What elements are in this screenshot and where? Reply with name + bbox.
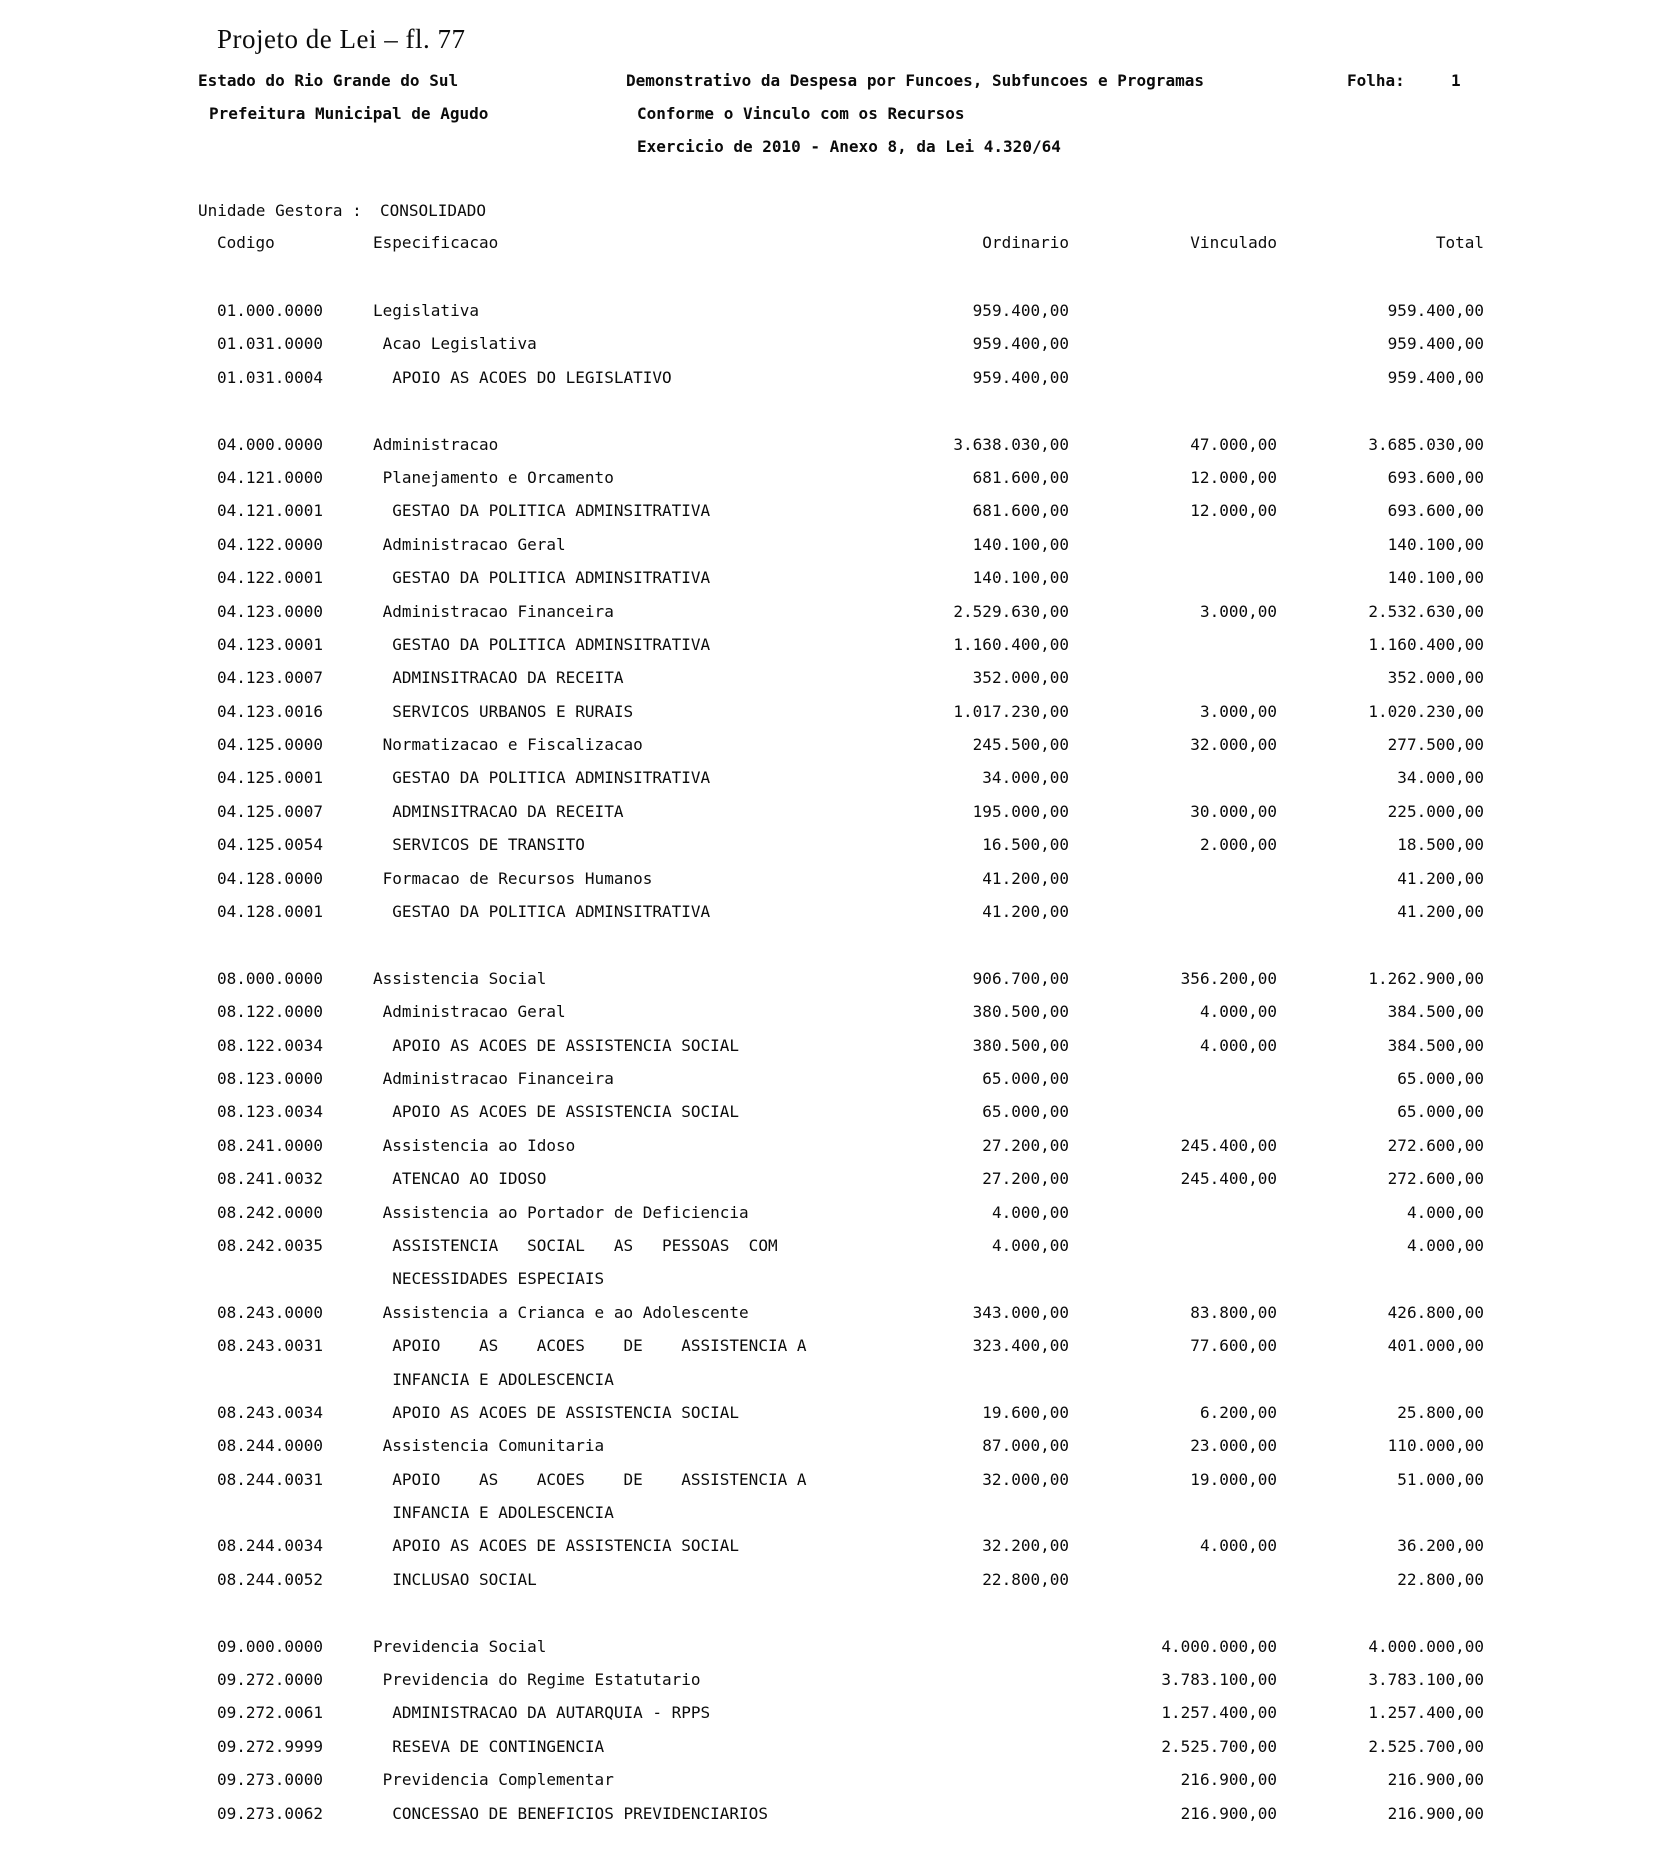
vinculado-cell: 6.200,00 <box>1199 1402 1277 1422</box>
table-row <box>0 1095 1653 1128</box>
total-cell: 4.000,00 <box>1406 1202 1484 1222</box>
spec-cell: SERVICOS URBANOS E RURAIS <box>373 701 634 721</box>
vinculado-cell: 356.200,00 <box>1180 968 1277 988</box>
vinculado-cell: 2.000,00 <box>1199 835 1277 855</box>
table-row <box>0 1429 1653 1462</box>
table-row <box>0 728 1653 761</box>
ordinario-cell: 22.800,00 <box>982 1569 1069 1589</box>
total-cell: 272.600,00 <box>1387 1169 1484 1189</box>
ordinario-cell: 959.400,00 <box>972 301 1069 320</box>
code-cell: 04.128.0001 <box>217 902 323 922</box>
table-row <box>0 494 1653 527</box>
spec-cell: APOIO AS ACOES DE ASSISTENCIA SOCIAL <box>373 1035 740 1055</box>
page-title: Projeto de Lei – fl. 77 <box>217 24 466 54</box>
code-cell: 04.122.0000 <box>217 534 323 554</box>
ordinario-cell: 4.000,00 <box>991 1235 1069 1255</box>
table-row <box>0 327 1653 360</box>
table-body <box>0 294 1653 1830</box>
spec-cell: Legislativa <box>373 301 479 320</box>
spec-cell: GESTAO DA POLITICA ADMINSITRATIVA <box>373 634 711 654</box>
total-cell: 25.800,00 <box>1397 1402 1484 1422</box>
spec-cell: GESTAO DA POLITICA ADMINSITRATIVA <box>373 902 711 922</box>
total-cell: 2.525.700,00 <box>1368 1736 1484 1756</box>
vinculado-cell: 32.000,00 <box>1190 735 1277 755</box>
vinculado-cell: 4.000.000,00 <box>1161 1636 1277 1656</box>
code-cell: 04.121.0000 <box>217 467 323 487</box>
code-cell: 08.241.0032 <box>217 1169 323 1189</box>
vinculado-cell: 245.400,00 <box>1180 1135 1277 1155</box>
code-cell: 04.123.0016 <box>217 701 323 721</box>
table-row-separator <box>0 1596 1653 1629</box>
spec-cell: Formacao de Recursos Humanos <box>373 868 653 888</box>
spec-cell: ADMINSITRACAO DA RECEITA <box>373 801 624 821</box>
code-cell: 08.244.0052 <box>217 1569 323 1589</box>
report-exercise-line: Exercicio de 2010 - Anexo 8, da Lei 4.320/64 <box>637 137 1061 156</box>
unidade-gestora-label: Unidade Gestora : <box>198 201 362 220</box>
vinculado-cell: 2.525.700,00 <box>1161 1736 1277 1756</box>
ordinario-cell: 380.500,00 <box>972 1035 1069 1055</box>
code-cell: 09.000.0000 <box>217 1636 323 1656</box>
vinculado-cell: 19.000,00 <box>1190 1469 1277 1489</box>
code-cell: 09.273.0000 <box>217 1770 323 1790</box>
spec-cell: GESTAO DA POLITICA ADMINSITRATIVA <box>373 501 711 521</box>
spec-cell: Normatizacao e Fiscalizacao <box>373 735 643 755</box>
total-cell: 277.500,00 <box>1387 735 1484 755</box>
code-cell: 08.122.0034 <box>217 1035 323 1055</box>
table-row <box>0 995 1653 1028</box>
total-cell: 110.000,00 <box>1387 1436 1484 1456</box>
code-cell: 09.273.0062 <box>217 1803 323 1823</box>
vinculado-cell: 12.000,00 <box>1190 467 1277 487</box>
table-row <box>0 1329 1653 1362</box>
code-cell: 09.272.0000 <box>217 1670 323 1690</box>
code-cell: 04.123.0000 <box>217 601 323 621</box>
ordinario-cell: 41.200,00 <box>982 868 1069 888</box>
spec-cell: ADMINSITRACAO DA RECEITA <box>373 668 624 688</box>
table-row <box>0 428 1653 461</box>
ordinario-cell: 959.400,00 <box>972 367 1069 387</box>
ordinario-cell: 323.400,00 <box>972 1336 1069 1356</box>
spec-cell: Assistencia a Crianca e ao Adolescente <box>373 1302 749 1322</box>
vinculado-cell: 23.000,00 <box>1190 1436 1277 1456</box>
vinculado-cell: 12.000,00 <box>1190 501 1277 521</box>
total-cell: 4.000,00 <box>1406 1235 1484 1255</box>
ordinario-cell: 3.638.030,00 <box>953 434 1069 454</box>
table-row-separator <box>0 394 1653 427</box>
code-cell: 04.123.0001 <box>217 634 323 654</box>
table-row <box>0 1029 1653 1062</box>
total-cell: 51.000,00 <box>1397 1469 1484 1489</box>
vinculado-cell: 3.783.100,00 <box>1161 1670 1277 1690</box>
spec-cell: Previdencia do Regime Estatutario <box>373 1670 701 1690</box>
total-cell: 34.000,00 <box>1397 768 1484 788</box>
table-row-continuation <box>0 1262 1653 1295</box>
table-row <box>0 528 1653 561</box>
table-row <box>0 828 1653 861</box>
table-row <box>0 895 1653 928</box>
code-cell: 04.000.0000 <box>217 434 323 454</box>
ordinario-cell: 32.000,00 <box>982 1469 1069 1489</box>
spec-cell: ADMINISTRACAO DA AUTARQUIA - RPPS <box>373 1703 711 1723</box>
code-cell: 08.243.0034 <box>217 1402 323 1422</box>
spec-continuation-cell: NECESSIDADES ESPECIAIS <box>373 1269 605 1289</box>
table-row <box>0 1196 1653 1229</box>
ordinario-cell: 343.000,00 <box>972 1302 1069 1322</box>
code-cell: 08.000.0000 <box>217 968 323 988</box>
total-cell: 216.900,00 <box>1387 1770 1484 1790</box>
table-row <box>0 695 1653 728</box>
code-cell: 04.123.0007 <box>217 668 323 688</box>
spec-cell: Previdencia Complementar <box>373 1770 614 1790</box>
table-row <box>0 1730 1653 1763</box>
code-cell: 04.125.0001 <box>217 768 323 788</box>
table-row <box>0 1696 1653 1729</box>
spec-continuation-cell: INFANCIA E ADOLESCENCIA <box>373 1503 614 1523</box>
table-row <box>0 361 1653 394</box>
ordinario-cell: 27.200,00 <box>982 1135 1069 1155</box>
code-cell: 08.244.0000 <box>217 1436 323 1456</box>
total-cell: 693.600,00 <box>1387 467 1484 487</box>
total-cell: 22.800,00 <box>1397 1569 1484 1589</box>
total-cell: 693.600,00 <box>1387 501 1484 521</box>
total-cell: 272.600,00 <box>1387 1135 1484 1155</box>
spec-cell: APOIO AS ACOES DO LEGISLATIVO <box>373 367 672 387</box>
ordinario-cell: 41.200,00 <box>982 902 1069 922</box>
table-row <box>0 294 1653 327</box>
total-cell: 1.160.400,00 <box>1368 634 1484 654</box>
spec-cell: GESTAO DA POLITICA ADMINSITRATIVA <box>373 768 711 788</box>
vinculado-cell: 1.257.400,00 <box>1161 1703 1277 1723</box>
table-row <box>0 561 1653 594</box>
total-cell: 4.000.000,00 <box>1368 1636 1484 1656</box>
total-cell: 426.800,00 <box>1387 1302 1484 1322</box>
spec-cell: Assistencia Social <box>373 968 547 988</box>
ordinario-cell: 65.000,00 <box>982 1102 1069 1122</box>
spec-cell: APOIO AS ACOES DE ASSISTENCIA A <box>373 1469 807 1489</box>
column-header-vinculado: Vinculado <box>1190 233 1277 252</box>
vinculado-cell: 3.000,00 <box>1199 601 1277 621</box>
table-row <box>0 962 1653 995</box>
vinculado-cell: 4.000,00 <box>1199 1536 1277 1556</box>
spec-cell: Previdencia Social <box>373 1636 547 1656</box>
report-title-line: Demonstrativo da Despesa por Funcoes, Subfuncoes e Programas <box>626 71 1204 90</box>
spec-cell: Planejamento e Orcamento <box>373 467 614 487</box>
total-cell: 140.100,00 <box>1387 534 1484 554</box>
total-cell: 216.900,00 <box>1387 1803 1484 1823</box>
ordinario-cell: 16.500,00 <box>982 835 1069 855</box>
spec-cell: Administracao Geral <box>373 1002 566 1022</box>
code-cell: 01.031.0000 <box>217 334 323 354</box>
ordinario-cell: 34.000,00 <box>982 768 1069 788</box>
folha-value: 1 <box>1451 71 1461 90</box>
total-cell: 1.262.900,00 <box>1368 968 1484 988</box>
table-row-separator <box>0 928 1653 961</box>
spec-cell: ATENCAO AO IDOSO <box>373 1169 547 1189</box>
spec-cell: APOIO AS ACOES DE ASSISTENCIA A <box>373 1336 807 1356</box>
code-cell: 04.128.0000 <box>217 868 323 888</box>
folha-label: Folha: <box>1347 71 1405 90</box>
table-row <box>0 1797 1653 1830</box>
ordinario-cell: 4.000,00 <box>991 1202 1069 1222</box>
vinculado-cell: 3.000,00 <box>1199 701 1277 721</box>
total-cell: 352.000,00 <box>1387 668 1484 688</box>
ordinario-cell: 681.600,00 <box>972 501 1069 521</box>
table-row-continuation <box>0 1363 1653 1396</box>
total-cell: 1.020.230,00 <box>1368 701 1484 721</box>
ordinario-cell: 352.000,00 <box>972 668 1069 688</box>
code-cell: 01.000.0000 <box>217 301 323 320</box>
header-municipality-name: Prefeitura Municipal de Agudo <box>209 104 489 123</box>
ordinario-cell: 1.160.400,00 <box>953 634 1069 654</box>
spec-cell: APOIO AS ACOES DE ASSISTENCIA SOCIAL <box>373 1102 740 1122</box>
code-cell: 09.272.0061 <box>217 1703 323 1723</box>
code-cell: 08.122.0000 <box>217 1002 323 1022</box>
total-cell: 384.500,00 <box>1387 1035 1484 1055</box>
table-row <box>0 628 1653 661</box>
unidade-gestora-value: CONSOLIDADO <box>380 201 486 220</box>
spec-cell: GESTAO DA POLITICA ADMINSITRATIVA <box>373 568 711 588</box>
vinculado-cell: 4.000,00 <box>1199 1035 1277 1055</box>
spec-cell: APOIO AS ACOES DE ASSISTENCIA SOCIAL <box>373 1536 740 1556</box>
ordinario-cell: 1.017.230,00 <box>953 701 1069 721</box>
column-header-total: Total <box>1435 233 1484 252</box>
report-subtitle-line: Conforme o Vinculo com os Recursos <box>637 104 965 123</box>
total-cell: 959.400,00 <box>1387 301 1484 320</box>
table-row <box>0 862 1653 895</box>
code-cell: 04.125.0054 <box>217 835 323 855</box>
table-row <box>0 795 1653 828</box>
table-row <box>0 1062 1653 1095</box>
code-cell: 04.125.0000 <box>217 735 323 755</box>
total-cell: 959.400,00 <box>1387 334 1484 354</box>
total-cell: 959.400,00 <box>1387 367 1484 387</box>
table-row <box>0 1630 1653 1663</box>
spec-cell: Assistencia Comunitaria <box>373 1436 605 1456</box>
spec-cell: SERVICOS DE TRANSITO <box>373 835 585 855</box>
spec-cell: RESEVA DE CONTINGENCIA <box>373 1736 605 1756</box>
vinculado-cell: 30.000,00 <box>1190 801 1277 821</box>
total-cell: 225.000,00 <box>1387 801 1484 821</box>
total-cell: 1.257.400,00 <box>1368 1703 1484 1723</box>
total-cell: 18.500,00 <box>1397 835 1484 855</box>
table-row <box>0 661 1653 694</box>
spec-cell: Administracao Geral <box>373 534 566 554</box>
ordinario-cell: 19.600,00 <box>982 1402 1069 1422</box>
total-cell: 384.500,00 <box>1387 1002 1484 1022</box>
table-row <box>0 1663 1653 1696</box>
vinculado-cell: 4.000,00 <box>1199 1002 1277 1022</box>
code-cell: 08.123.0034 <box>217 1102 323 1122</box>
table-row <box>0 761 1653 794</box>
total-cell: 2.532.630,00 <box>1368 601 1484 621</box>
total-cell: 65.000,00 <box>1397 1102 1484 1122</box>
vinculado-cell: 83.800,00 <box>1190 1302 1277 1322</box>
spec-cell: APOIO AS ACOES DE ASSISTENCIA SOCIAL <box>373 1402 740 1422</box>
total-cell: 140.100,00 <box>1387 568 1484 588</box>
code-cell: 09.272.9999 <box>217 1736 323 1756</box>
spec-cell: CONCESSAO DE BENEFICIOS PREVIDENCIARIOS <box>373 1803 768 1823</box>
table-row <box>0 1162 1653 1195</box>
code-cell: 08.244.0031 <box>217 1469 323 1489</box>
ordinario-cell: 380.500,00 <box>972 1002 1069 1022</box>
ordinario-cell: 140.100,00 <box>972 568 1069 588</box>
code-cell: 08.244.0034 <box>217 1536 323 1556</box>
code-cell: 04.122.0001 <box>217 568 323 588</box>
vinculado-cell: 245.400,00 <box>1180 1169 1277 1189</box>
ordinario-cell: 65.000,00 <box>982 1068 1069 1088</box>
code-cell: 08.243.0000 <box>217 1302 323 1322</box>
vinculado-cell: 77.600,00 <box>1190 1336 1277 1356</box>
table-row <box>0 1463 1653 1496</box>
code-cell: 08.242.0035 <box>217 1235 323 1255</box>
spec-cell: Assistencia ao Idoso <box>373 1135 576 1155</box>
spec-cell: Administracao Financeira <box>373 1068 614 1088</box>
ordinario-cell: 906.700,00 <box>972 968 1069 988</box>
spec-cell: Administracao <box>373 434 499 454</box>
table-row <box>0 1763 1653 1796</box>
total-cell: 3.783.100,00 <box>1368 1670 1484 1690</box>
spec-cell: Acao Legislativa <box>373 334 537 354</box>
column-header-especificacao: Especificacao <box>373 233 499 252</box>
code-cell: 01.031.0004 <box>217 367 323 387</box>
ordinario-cell: 32.200,00 <box>982 1536 1069 1556</box>
code-cell: 04.125.0007 <box>217 801 323 821</box>
ordinario-cell: 245.500,00 <box>972 735 1069 755</box>
table-row <box>0 1563 1653 1596</box>
column-header-ordinario: Ordinario <box>982 233 1069 252</box>
vinculado-cell: 47.000,00 <box>1190 434 1277 454</box>
ordinario-cell: 140.100,00 <box>972 534 1069 554</box>
spec-cell: ASSISTENCIA SOCIAL AS PESSOAS COM <box>373 1235 778 1255</box>
ordinario-cell: 27.200,00 <box>982 1169 1069 1189</box>
total-cell: 41.200,00 <box>1397 868 1484 888</box>
spec-continuation-cell: INFANCIA E ADOLESCENCIA <box>373 1369 614 1389</box>
table-row <box>0 1229 1653 1262</box>
total-cell: 3.685.030,00 <box>1368 434 1484 454</box>
ordinario-cell: 681.600,00 <box>972 467 1069 487</box>
spec-cell: Assistencia ao Portador de Deficiencia <box>373 1202 749 1222</box>
ordinario-cell: 87.000,00 <box>982 1436 1069 1456</box>
vinculado-cell: 216.900,00 <box>1180 1803 1277 1823</box>
total-cell: 65.000,00 <box>1397 1068 1484 1088</box>
table-row-continuation <box>0 1496 1653 1529</box>
code-cell: 08.123.0000 <box>217 1068 323 1088</box>
code-cell: 08.242.0000 <box>217 1202 323 1222</box>
spec-cell: Administracao Financeira <box>373 601 614 621</box>
table-row <box>0 1396 1653 1429</box>
spec-cell: INCLUSAO SOCIAL <box>373 1569 537 1589</box>
table-row <box>0 461 1653 494</box>
code-cell: 08.241.0000 <box>217 1135 323 1155</box>
ordinario-cell: 2.529.630,00 <box>953 601 1069 621</box>
table-row <box>0 1529 1653 1562</box>
total-cell: 36.200,00 <box>1397 1536 1484 1556</box>
total-cell: 401.000,00 <box>1387 1336 1484 1356</box>
column-header-codigo: Codigo <box>217 233 275 252</box>
total-cell: 41.200,00 <box>1397 902 1484 922</box>
table-row <box>0 1129 1653 1162</box>
header-state-name: Estado do Rio Grande do Sul <box>198 71 459 90</box>
code-cell: 04.121.0001 <box>217 501 323 521</box>
code-cell: 08.243.0031 <box>217 1336 323 1356</box>
ordinario-cell: 959.400,00 <box>972 334 1069 354</box>
ordinario-cell: 195.000,00 <box>972 801 1069 821</box>
table-row <box>0 1296 1653 1329</box>
vinculado-cell: 216.900,00 <box>1180 1770 1277 1790</box>
table-row <box>0 595 1653 628</box>
